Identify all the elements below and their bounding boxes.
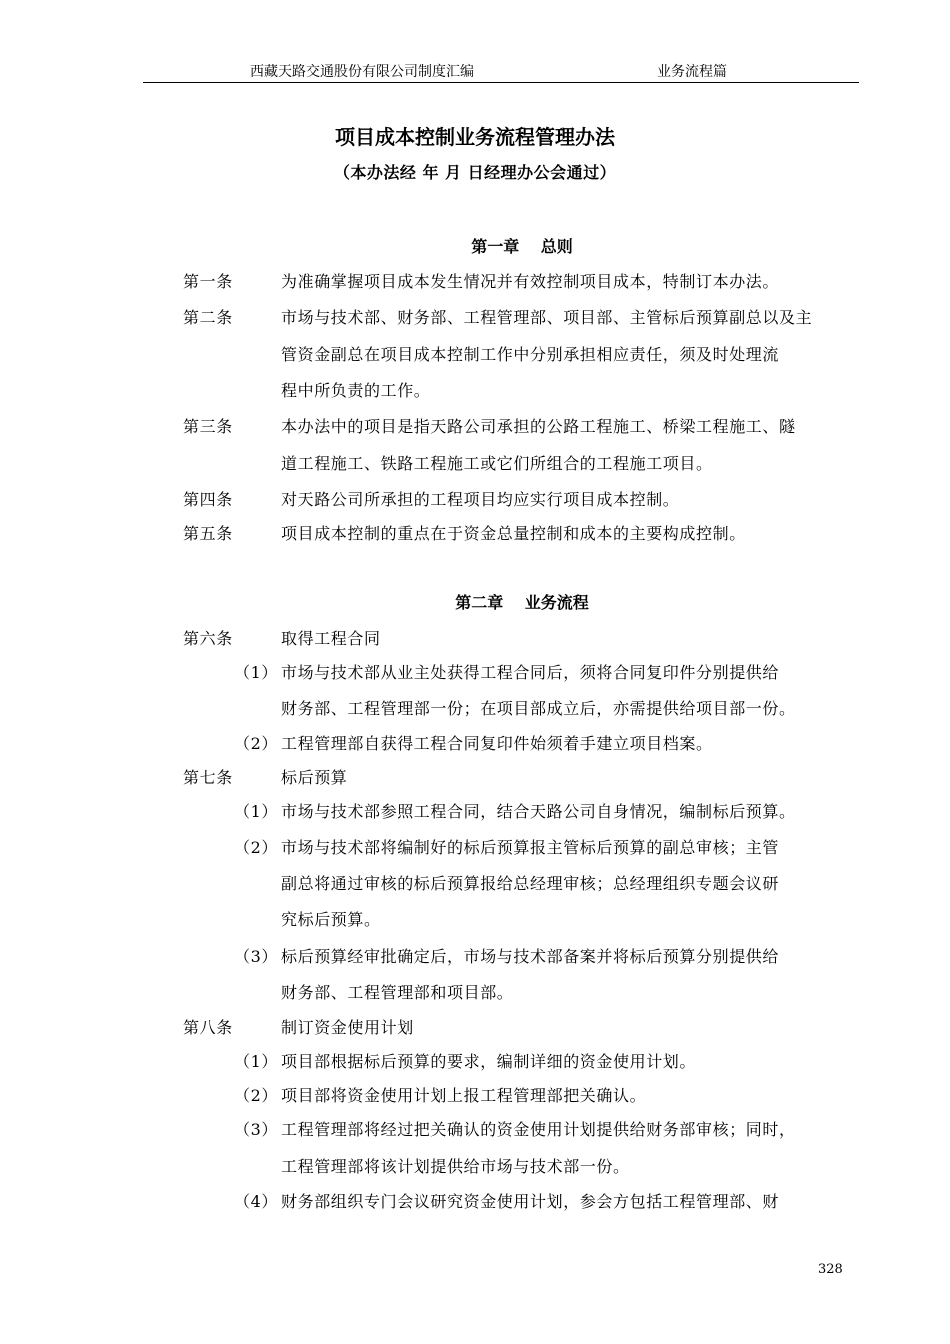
- item-number: （2）: [234, 734, 278, 753]
- item-text: 标后预算经审批确定后，市场与技术部备案并将标后预算分别提供给: [281, 947, 780, 966]
- item-text: 项目部将资金使用计划上报工程管理部把关确认。: [281, 1086, 647, 1105]
- article-heading: 制订资金使用计划: [281, 1018, 414, 1037]
- article-text: 项目成本控制的重点在于资金总量控制和成本的主要构成控制。: [281, 524, 746, 543]
- item-text: 财务部、工程管理部一份；在项目部成立后，亦需提供给项目部一份。: [281, 699, 796, 718]
- item-number: （4）: [234, 1192, 278, 1211]
- item-number: （2）: [234, 1086, 278, 1105]
- item-number: （1）: [234, 663, 278, 682]
- article-label: 第七条: [183, 768, 233, 787]
- header-divider: [143, 82, 859, 83]
- item-text: 副总将通过审核的标后预算报给总经理审核；总经理组织专题会议研: [281, 874, 780, 893]
- article-label: 第一条: [183, 272, 233, 291]
- article-text: 本办法中的项目是指天路公司承担的公路工程施工、桥梁工程施工、隧: [281, 417, 796, 436]
- item-text: 究标后预算。: [281, 910, 381, 929]
- item-text: 财务部组织专门会议研究资金使用计划，参会方包括工程管理部、财: [281, 1192, 780, 1211]
- page-number: 328: [818, 1262, 843, 1277]
- page-header-right: 业务流程篇: [657, 64, 727, 80]
- article-label: 第二条: [183, 308, 233, 327]
- item-text: 工程管理部将该计划提供给市场与技术部一份。: [281, 1157, 630, 1176]
- article-label: 第八条: [183, 1018, 233, 1037]
- chapter-heading: 第一章 总则: [471, 237, 573, 256]
- item-number: （2）: [234, 838, 278, 857]
- item-text: 市场与技术部将编制好的标后预算报主管标后预算的副总审核；主管: [281, 838, 780, 857]
- article-heading: 标后预算: [281, 768, 348, 787]
- article-text: 管资金副总在项目成本控制工作中分别承担相应责任，须及时处理流: [281, 345, 780, 364]
- item-number: （3）: [234, 1120, 278, 1139]
- item-text: 市场与技术部参照工程合同，结合天路公司自身情况，编制标后预算。: [281, 802, 796, 821]
- article-text: 对天路公司所承担的工程项目均应实行项目成本控制。: [281, 490, 680, 509]
- chapter-heading: 第二章 业务流程: [455, 593, 589, 612]
- item-text: 项目部根据标后预算的要求，编制详细的资金使用计划。: [281, 1052, 697, 1071]
- page-header-left: 西藏天路交通股份有限公司制度汇编: [250, 64, 474, 80]
- article-label: 第四条: [183, 490, 233, 509]
- article-label: 第六条: [183, 629, 233, 648]
- article-text: 道工程施工、铁路工程施工或它们所组合的工程施工项目。: [281, 454, 713, 473]
- document-subtitle: （本办法经 年 月 日经理办公会通过）: [333, 163, 617, 182]
- item-text: 工程管理部将经过把关确认的资金使用计划提供给财务部审核；同时，: [281, 1120, 796, 1139]
- item-number: （1）: [234, 1052, 278, 1071]
- article-text: 市场与技术部、财务部、工程管理部、项目部、主管标后预算副总以及主: [281, 308, 813, 327]
- article-heading: 取得工程合同: [281, 629, 381, 648]
- item-number: （1）: [234, 802, 278, 821]
- article-label: 第五条: [183, 524, 233, 543]
- item-number: （3）: [234, 947, 278, 966]
- article-text: 为准确掌握项目成本发生情况并有效控制项目成本，特制订本办法。: [281, 272, 780, 291]
- article-text: 程中所负责的工作。: [281, 381, 431, 400]
- item-text: 工程管理部自获得工程合同复印件始须着手建立项目档案。: [281, 734, 713, 753]
- item-text: 市场与技术部从业主处获得工程合同后，须将合同复印件分别提供给: [281, 663, 780, 682]
- article-label: 第三条: [183, 417, 233, 436]
- document-title: 项目成本控制业务流程管理办法: [335, 125, 615, 149]
- item-text: 财务部、工程管理部和项目部。: [281, 983, 514, 1002]
